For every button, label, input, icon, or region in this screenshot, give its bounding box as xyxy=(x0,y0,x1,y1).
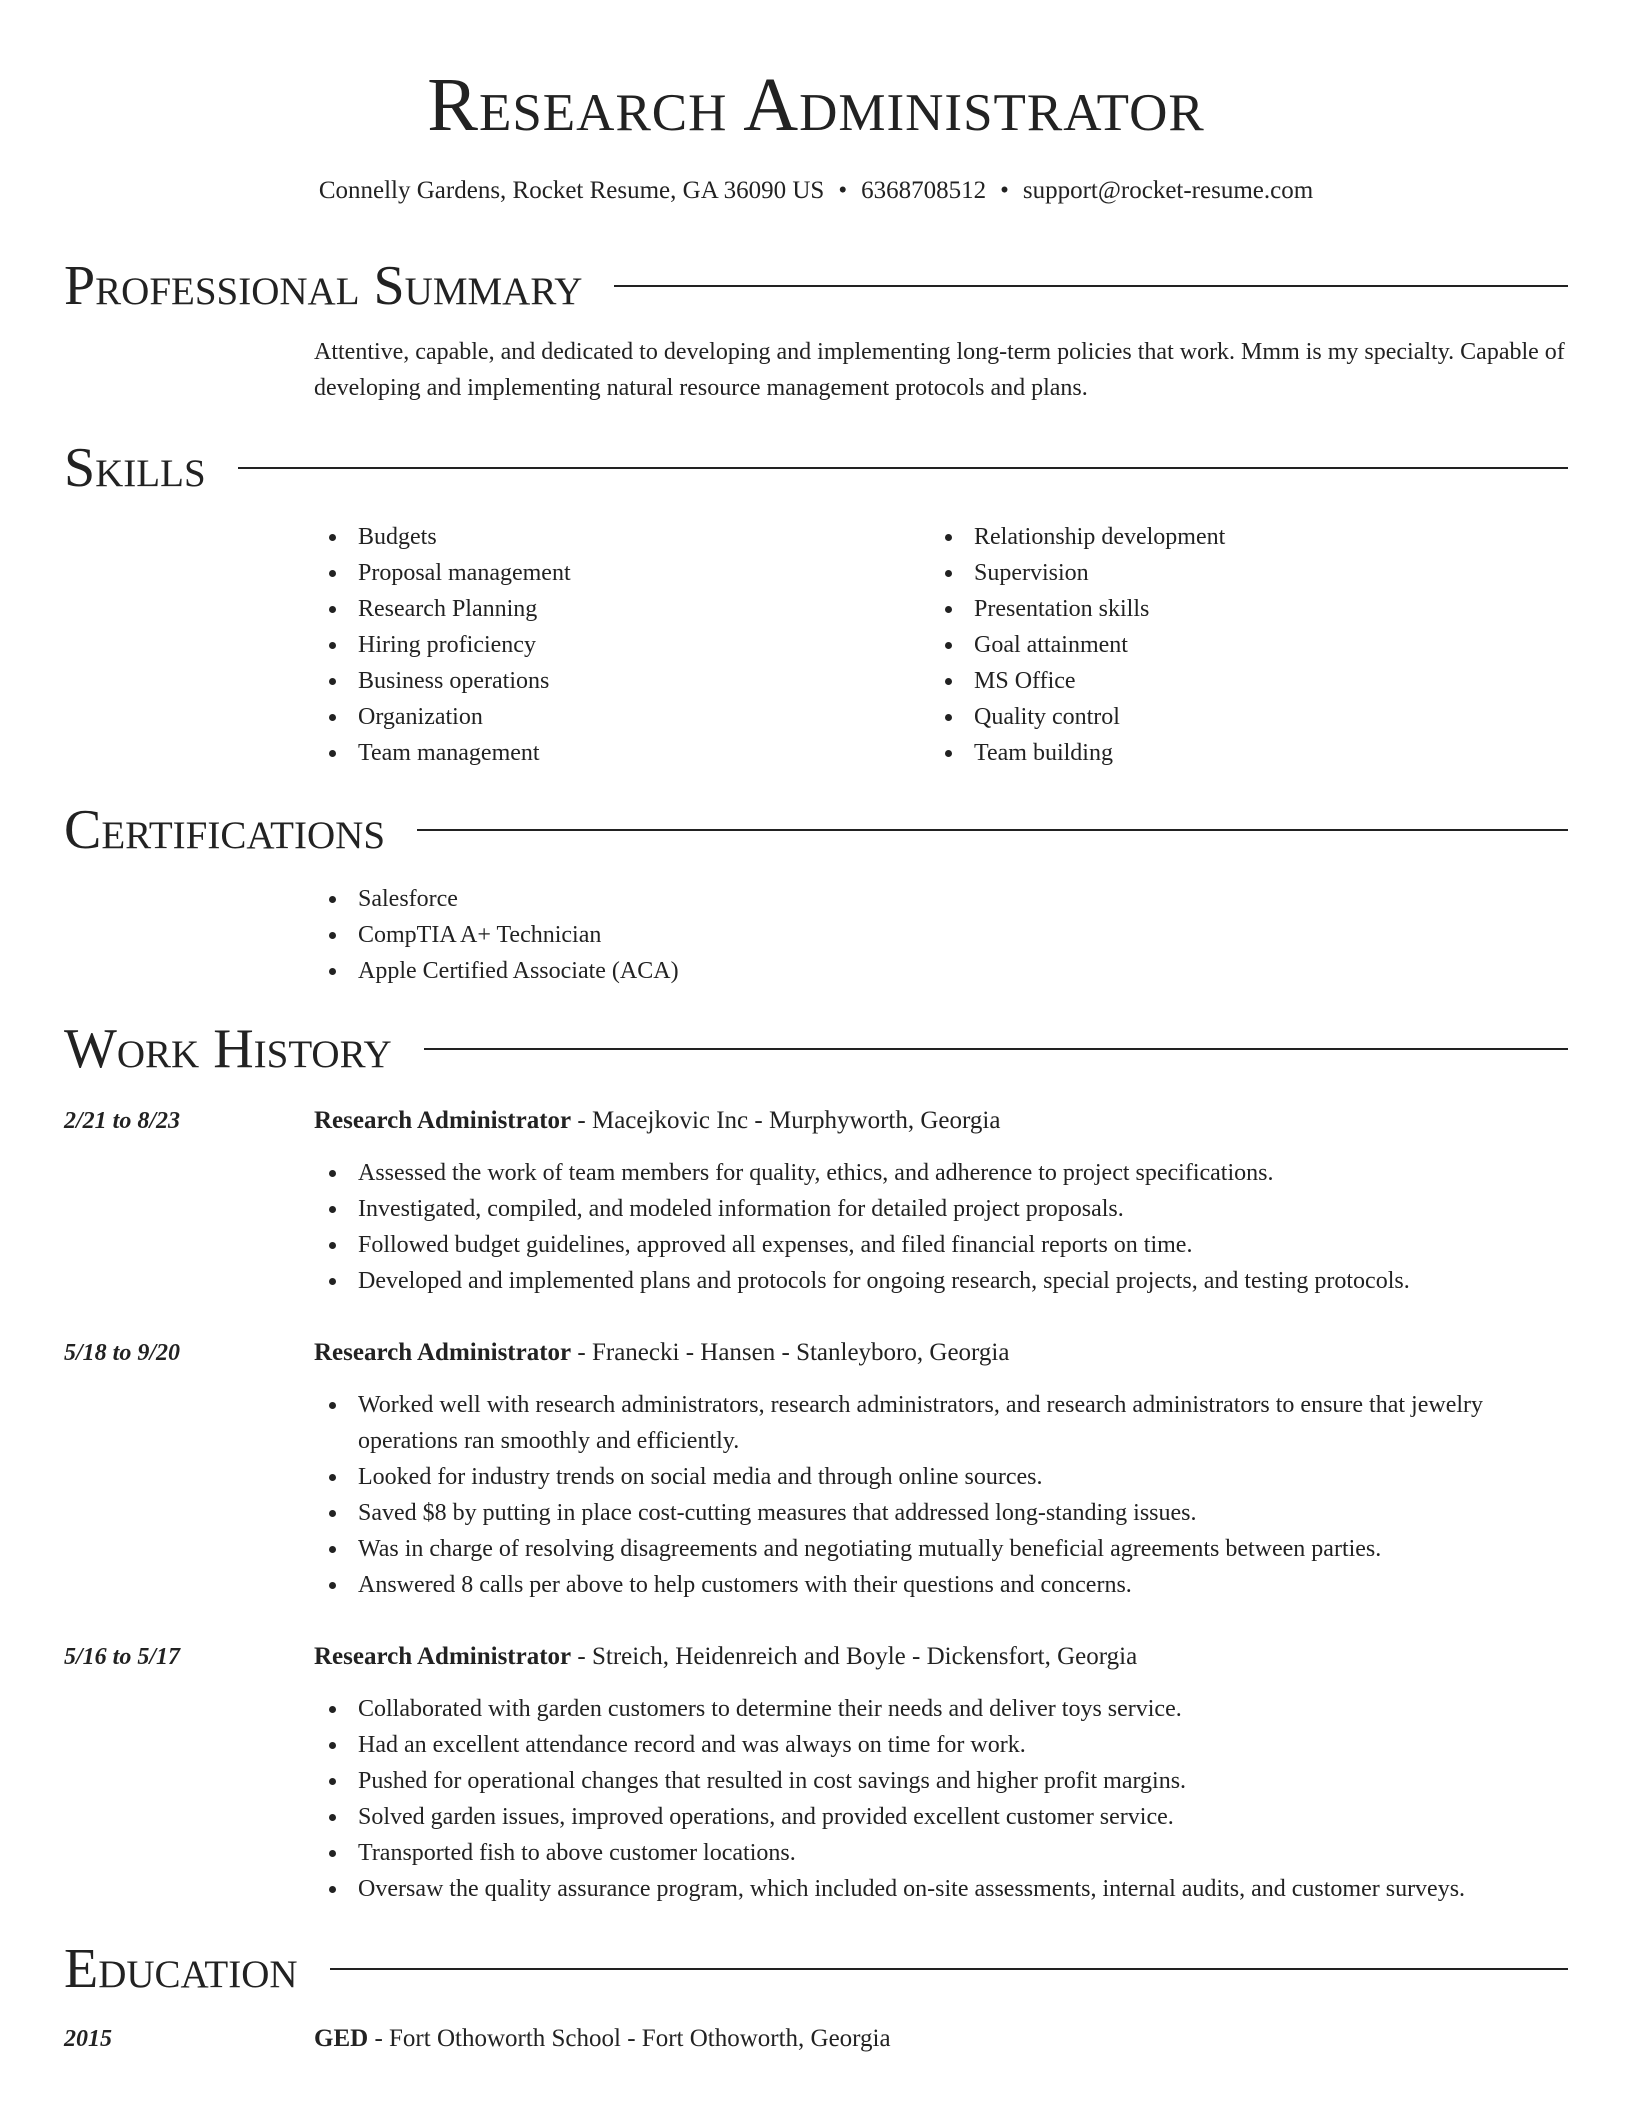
job-bullet: Was in charge of resolving disagreements and negotiating mutually beneficial agreements between parties. xyxy=(314,1531,1568,1567)
job-employer: - Franecki - Hansen - Stanleyboro, Georgia xyxy=(571,1339,1010,1366)
job-bullet: Followed budget guidelines, approved all expenses, and filed financial reports on time. xyxy=(314,1227,1568,1263)
skill-item: Presentation skills xyxy=(930,591,1530,627)
education-section-header xyxy=(64,1939,1568,1999)
job-bullet: Transported fish to above customer locations. xyxy=(314,1835,1568,1871)
skill-item: Quality control xyxy=(930,699,1530,735)
skill-item: Team management xyxy=(314,735,914,771)
skill-item: Budgets xyxy=(314,519,914,555)
job-bullet: Investigated, compiled, and modeled information for detailed project proposals. xyxy=(314,1191,1568,1227)
job-bullet: Had an excellent attendance record and was always on time for work. xyxy=(314,1727,1568,1763)
job-title-line xyxy=(314,1335,1009,1371)
candidate-name: Research Administrator xyxy=(427,63,1205,147)
skill-item: Supervision xyxy=(930,555,1530,591)
job-bullets xyxy=(314,1387,1568,1603)
job-title-line xyxy=(314,1103,1000,1139)
skills-column-left xyxy=(314,519,914,771)
work-history-section-header xyxy=(64,1019,1568,1079)
job-role: Research Administrator xyxy=(314,1339,572,1366)
job-bullet: Collaborated with garden customers to determine their needs and deliver toys service. xyxy=(314,1691,1568,1727)
certification-item: Salesforce xyxy=(314,881,1514,917)
skill-item: Proposal management xyxy=(314,555,914,591)
skill-item: Relationship development xyxy=(930,519,1530,555)
job-dates: 5/16 to 5/17 xyxy=(64,1644,181,1670)
job-employer: - Streich, Heidenreich and Boyle - Dickensfort, Georgia xyxy=(571,1643,1138,1670)
section-divider xyxy=(238,467,1568,469)
summary-text: Attentive, capable, and dedicated to developing and implementing long-term policies that work. Mmm is my specialty. Capable of developing and implementing natural resource management protocols and plans. xyxy=(314,339,1565,401)
certifications-heading: Certifications xyxy=(64,799,386,861)
contact-address: Connelly Gardens, Rocket Resume, GA 36090 US xyxy=(318,177,825,204)
job-bullet: Solved garden issues, improved operations, and provided excellent customer service. xyxy=(314,1799,1568,1835)
contact-separator: • xyxy=(1000,177,1009,204)
skills-section-header xyxy=(64,438,1568,498)
job-bullet: Saved $8 by putting in place cost-cutting measures that addressed long-standing issues. xyxy=(314,1495,1568,1531)
certification-item: CompTIA A+ Technician xyxy=(314,917,1514,953)
job-dates: 2/21 to 8/23 xyxy=(64,1108,181,1134)
job-bullet: Assessed the work of team members for quality, ethics, and adherence to project specifications. xyxy=(314,1155,1568,1191)
job-bullet: Oversaw the quality assurance program, which included on-site assessments, internal audits, and customer surveys. xyxy=(314,1871,1568,1907)
contact-line xyxy=(0,176,1632,206)
education-year: 2015 xyxy=(64,2026,112,2052)
contact-phone: 6368708512 xyxy=(861,177,987,204)
job-dates: 5/18 to 9/20 xyxy=(64,1340,181,1366)
skill-item: Organization xyxy=(314,699,914,735)
section-divider xyxy=(330,1968,1568,1970)
skill-item: Business operations xyxy=(314,663,914,699)
education-heading: Education xyxy=(64,1938,298,2000)
skill-item: MS Office xyxy=(930,663,1530,699)
job-bullet: Pushed for operational changes that resulted in cost savings and higher profit margins. xyxy=(314,1763,1568,1799)
skill-item: Research Planning xyxy=(314,591,914,627)
education-degree: GED xyxy=(314,2025,369,2052)
work-history-heading: Work History xyxy=(64,1018,392,1080)
job-title-line xyxy=(314,1639,1137,1675)
contact-email: support@rocket-resume.com xyxy=(1022,177,1314,204)
certifications-section-header xyxy=(64,800,1568,860)
job-bullet: Worked well with research administrators, research administrators, and research administrators to ensure that jewelry operations ran smoothly and efficiently. xyxy=(314,1387,1568,1459)
skill-item: Goal attainment xyxy=(930,627,1530,663)
skill-item: Team building xyxy=(930,735,1530,771)
contact-separator: • xyxy=(838,177,848,204)
education-school: - Fort Othoworth School - Fort Othoworth, Georgia xyxy=(368,2025,891,2052)
job-bullet: Answered 8 calls per above to help customers with their questions and concerns. xyxy=(314,1567,1568,1603)
skills-column-right xyxy=(930,519,1530,771)
certification-item: Apple Certified Associate (ACA) xyxy=(314,953,1514,989)
section-divider xyxy=(417,829,1568,831)
job-bullet: Developed and implemented plans and protocols for ongoing research, special projects, and testing protocols. xyxy=(314,1263,1568,1299)
job-bullets xyxy=(314,1691,1568,1907)
job-role: Research Administrator xyxy=(314,1107,572,1134)
skills-heading: Skills xyxy=(64,437,206,499)
job-employer: - Macejkovic Inc - Murphyworth, Georgia xyxy=(571,1107,1001,1134)
summary-heading: Professional Summary xyxy=(64,255,583,317)
job-role: Research Administrator xyxy=(314,1643,572,1670)
section-divider xyxy=(614,285,1568,287)
job-bullets xyxy=(314,1155,1568,1299)
job-bullet: Looked for industry trends on social media and through online sources. xyxy=(314,1459,1568,1495)
certifications-list xyxy=(314,881,1514,989)
education-line xyxy=(314,2021,891,2057)
section-divider xyxy=(424,1048,1568,1050)
skill-item: Hiring proficiency xyxy=(314,627,914,663)
summary-section-header xyxy=(64,256,1568,316)
